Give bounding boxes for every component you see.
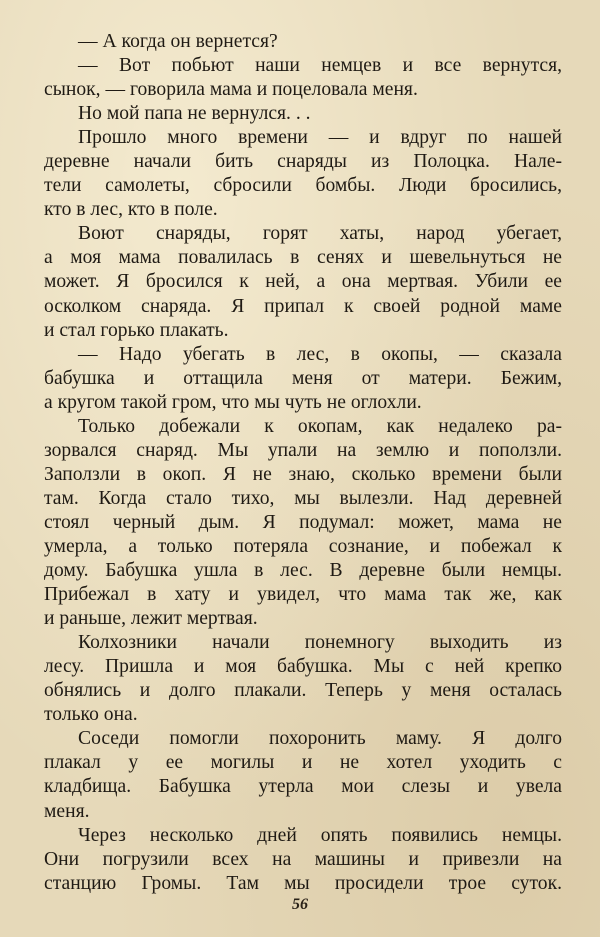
text-line: бабушка и оттащила меня от матери. Бежим, (44, 367, 562, 389)
paragraph (44, 222, 562, 342)
text-line: Они погрузили всех на машины и привезли на (44, 848, 562, 870)
text-line: Прибежал в хату и увидел, что мама так же, как (44, 584, 562, 606)
text-line: Соседи помогли похоронить маму. Я долго (78, 728, 562, 750)
text-line: плакал у ее могилы и не хотел уходить с (44, 752, 562, 774)
text-line: и стал горько плакать. (44, 319, 229, 341)
text-line: сынок, — говорила мама и поцеловала меня. (44, 79, 418, 101)
text-line: и раньше, лежит мертвая. (44, 608, 258, 630)
text-line: Только добежали к окопам, как недалеко ра- (78, 415, 562, 437)
paragraph (44, 30, 562, 54)
text-line: Заползли в окоп. Я не знаю, сколько времени были (44, 463, 562, 485)
text-line: стоял черный дым. Я подумал: может, мама не (44, 511, 562, 533)
paragraph (44, 415, 562, 631)
paragraph (44, 343, 562, 415)
text-line: станцию Громы. Там мы просидели трое суток. (44, 872, 562, 894)
text-line: только она. (44, 704, 138, 726)
text-line: зорвался снаряд. Мы упали на землю и поползли. (44, 439, 562, 461)
text-line: обнялись и долго плакали. Теперь у меня осталась (44, 680, 562, 702)
body-text (44, 30, 562, 896)
text-line: умерла, а только потеряла сознание, и побежал к (44, 535, 562, 557)
paragraph (44, 631, 562, 727)
text-line: осколком снаряда. Я припал к своей родной маме (44, 295, 562, 317)
text-line: может. Я бросился к ней, а она мертвая. Убили ее (44, 271, 562, 293)
text-line: Воют снаряды, горят хаты, народ убегает, (78, 223, 562, 245)
text-line: лесу. Пришла и моя бабушка. Мы с ней крепко (44, 656, 562, 678)
text-line: Прошло много времени — и вдруг по нашей (78, 127, 562, 149)
text-line: кладбища. Бабушка утерла мои слезы и увела (44, 776, 562, 798)
text-line: меня. (44, 800, 90, 822)
text-line: — Надо убегать в лес, в окопы, — сказала (78, 343, 562, 365)
text-line: там. Когда стало тихо, мы вылезли. Над деревней (44, 487, 562, 509)
text-line: Но мой папа не вернулся. . . (78, 103, 311, 125)
text-line: — Вот побьют наши немцев и все вернутся, (78, 55, 562, 77)
paragraph (44, 727, 562, 823)
text-line: — А когда он вернется? (78, 31, 278, 52)
text-line: кто в лес, кто в поле. (44, 199, 218, 221)
text-line: Колхозники начали понемногу выходить из (78, 632, 562, 654)
paragraph (44, 102, 562, 126)
paragraph (44, 54, 562, 102)
paragraph (44, 824, 562, 896)
text-line: дому. Бабушка ушла в лес. В деревне были немцы. (44, 560, 562, 582)
text-line: деревне начали бить снаряды из Полоцка. Нале- (44, 151, 562, 173)
text-line: Через несколько дней опять появились немцы. (78, 824, 562, 846)
text-line: тели самолеты, сбросили бомбы. Люди бросились, (44, 175, 562, 197)
text-line: а моя мама повалилась в сенях и шевельнуться не (44, 247, 562, 269)
text-line: а кругом такой гром, что мы чуть не оглохли. (44, 391, 422, 413)
page-number: 56 (292, 896, 308, 913)
paragraph (44, 126, 562, 222)
